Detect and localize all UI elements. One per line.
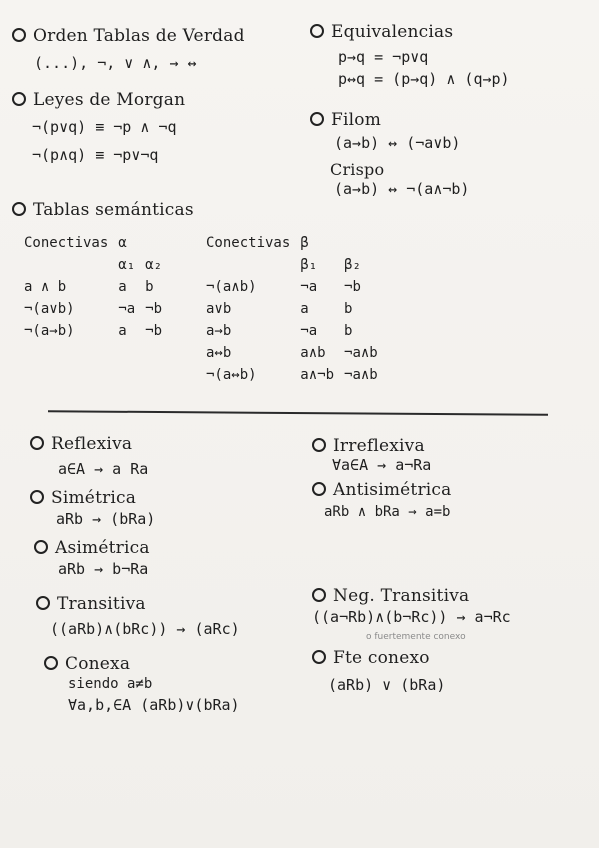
table-row: ¬(a→b) a ¬b xyxy=(24,323,163,339)
simetrica-heading: Simétrica xyxy=(30,488,136,508)
table-row: a↔b a∧b ¬a∧b xyxy=(206,345,378,361)
crispo-heading: Crispo xyxy=(330,160,385,179)
crispo-formula: (a→b) ↔ ¬(a∧¬b) xyxy=(334,180,470,198)
beta-table-header-conectivas: Conectivas xyxy=(206,235,291,251)
bullet-icon xyxy=(12,92,26,106)
conexa-formula: ∀a,b,∈A (aRb)∨(bRa) xyxy=(68,696,240,714)
equivalencias-line-1: p→q = ¬p∨q xyxy=(338,48,429,66)
equivalencias-line-2: p↔q = (p→q) ∧ (q→p) xyxy=(338,70,510,88)
bullet-icon xyxy=(34,540,48,554)
filom-formula: (a→b) ↔ (¬a∨b) xyxy=(334,134,461,152)
reflexiva-heading: Reflexiva xyxy=(30,434,132,454)
table-row: a∨b a b xyxy=(206,301,353,317)
bullet-icon xyxy=(312,588,326,602)
beta-sub-2: β₂ xyxy=(344,257,361,273)
morgan-line-1: ¬(p∨q) ≡ ¬p ∧ ¬q xyxy=(32,118,177,136)
equivalencias-heading: Equivalencias xyxy=(310,22,453,42)
bullet-icon xyxy=(312,650,326,664)
conexa-condition: siendo a≠b xyxy=(68,676,153,692)
transitiva-formula: ((aRb)∧(bRc)) → (aRc) xyxy=(50,620,240,638)
alpha-sub-2: α₂ xyxy=(145,257,163,273)
bullet-icon xyxy=(12,202,26,216)
beta-sub-1: β₁ xyxy=(300,257,318,273)
antisimetrica-heading: Antisimétrica xyxy=(312,480,452,500)
tablas-semanticas-heading: Tablas semánticas xyxy=(12,200,194,220)
fte-conexo-formula: (aRb) ∨ (bRa) xyxy=(328,676,446,694)
alpha-table-header-symbol: α xyxy=(118,235,127,251)
irreflexiva-heading: Irreflexiva xyxy=(312,436,425,456)
table-row: ¬(a∧b) ¬a ¬b xyxy=(206,279,361,295)
neg-transitiva-formula: ((a¬Rb)∧(b¬Rc)) → a¬Rc xyxy=(312,608,511,626)
beta-table xyxy=(206,232,388,386)
bullet-icon xyxy=(312,482,326,496)
asimetrica-heading: Asimétrica xyxy=(34,538,150,558)
orden-heading: Orden Tablas de Verdad xyxy=(12,26,245,46)
table-row: ¬(a∨b) ¬a ¬b xyxy=(24,301,163,317)
alpha-table xyxy=(24,232,172,342)
alpha-sub-1: α₁ xyxy=(118,257,136,273)
morgan-line-2: ¬(p∧q) ≡ ¬p∨¬q xyxy=(32,146,159,164)
table-row: ¬(a↔b) a∧¬b ¬a∧b xyxy=(206,367,378,383)
bullet-icon xyxy=(30,490,44,504)
bullet-icon xyxy=(36,596,50,610)
bullet-icon xyxy=(312,438,326,452)
neg-transitiva-note: o fuertemente conexo xyxy=(366,632,466,642)
fte-conexo-heading: Fte conexo xyxy=(312,648,430,668)
filom-heading: Filom xyxy=(310,110,381,130)
bullet-icon xyxy=(310,24,324,38)
conexa-heading: Conexa xyxy=(44,654,130,674)
neg-transitiva-heading: Neg. Transitiva xyxy=(312,586,469,606)
simetrica-formula: aRb → (bRa) xyxy=(56,510,156,528)
transitiva-heading: Transitiva xyxy=(36,594,146,614)
alpha-table-header-conectivas: Conectivas xyxy=(24,235,109,251)
reflexiva-formula: a∈A → a Ra xyxy=(58,460,149,478)
bullet-icon xyxy=(12,28,26,42)
section-divider xyxy=(48,410,548,415)
bullet-icon xyxy=(310,112,324,126)
beta-table-header-symbol: β xyxy=(300,235,309,251)
bullet-icon xyxy=(30,436,44,450)
irreflexiva-formula: ∀a∈A → a¬Ra xyxy=(332,456,432,474)
orden-formula: (...), ¬, ∨ ∧, → ↔ xyxy=(34,54,197,72)
antisimetrica-formula: aRb ∧ bRa → a=b xyxy=(324,504,451,520)
bullet-icon xyxy=(44,656,58,670)
asimetrica-formula: aRb → b¬Ra xyxy=(58,560,149,578)
morgan-heading: Leyes de Morgan xyxy=(12,90,185,110)
table-row: a→b ¬a b xyxy=(206,323,353,339)
table-row: a ∧ b a b xyxy=(24,279,154,295)
